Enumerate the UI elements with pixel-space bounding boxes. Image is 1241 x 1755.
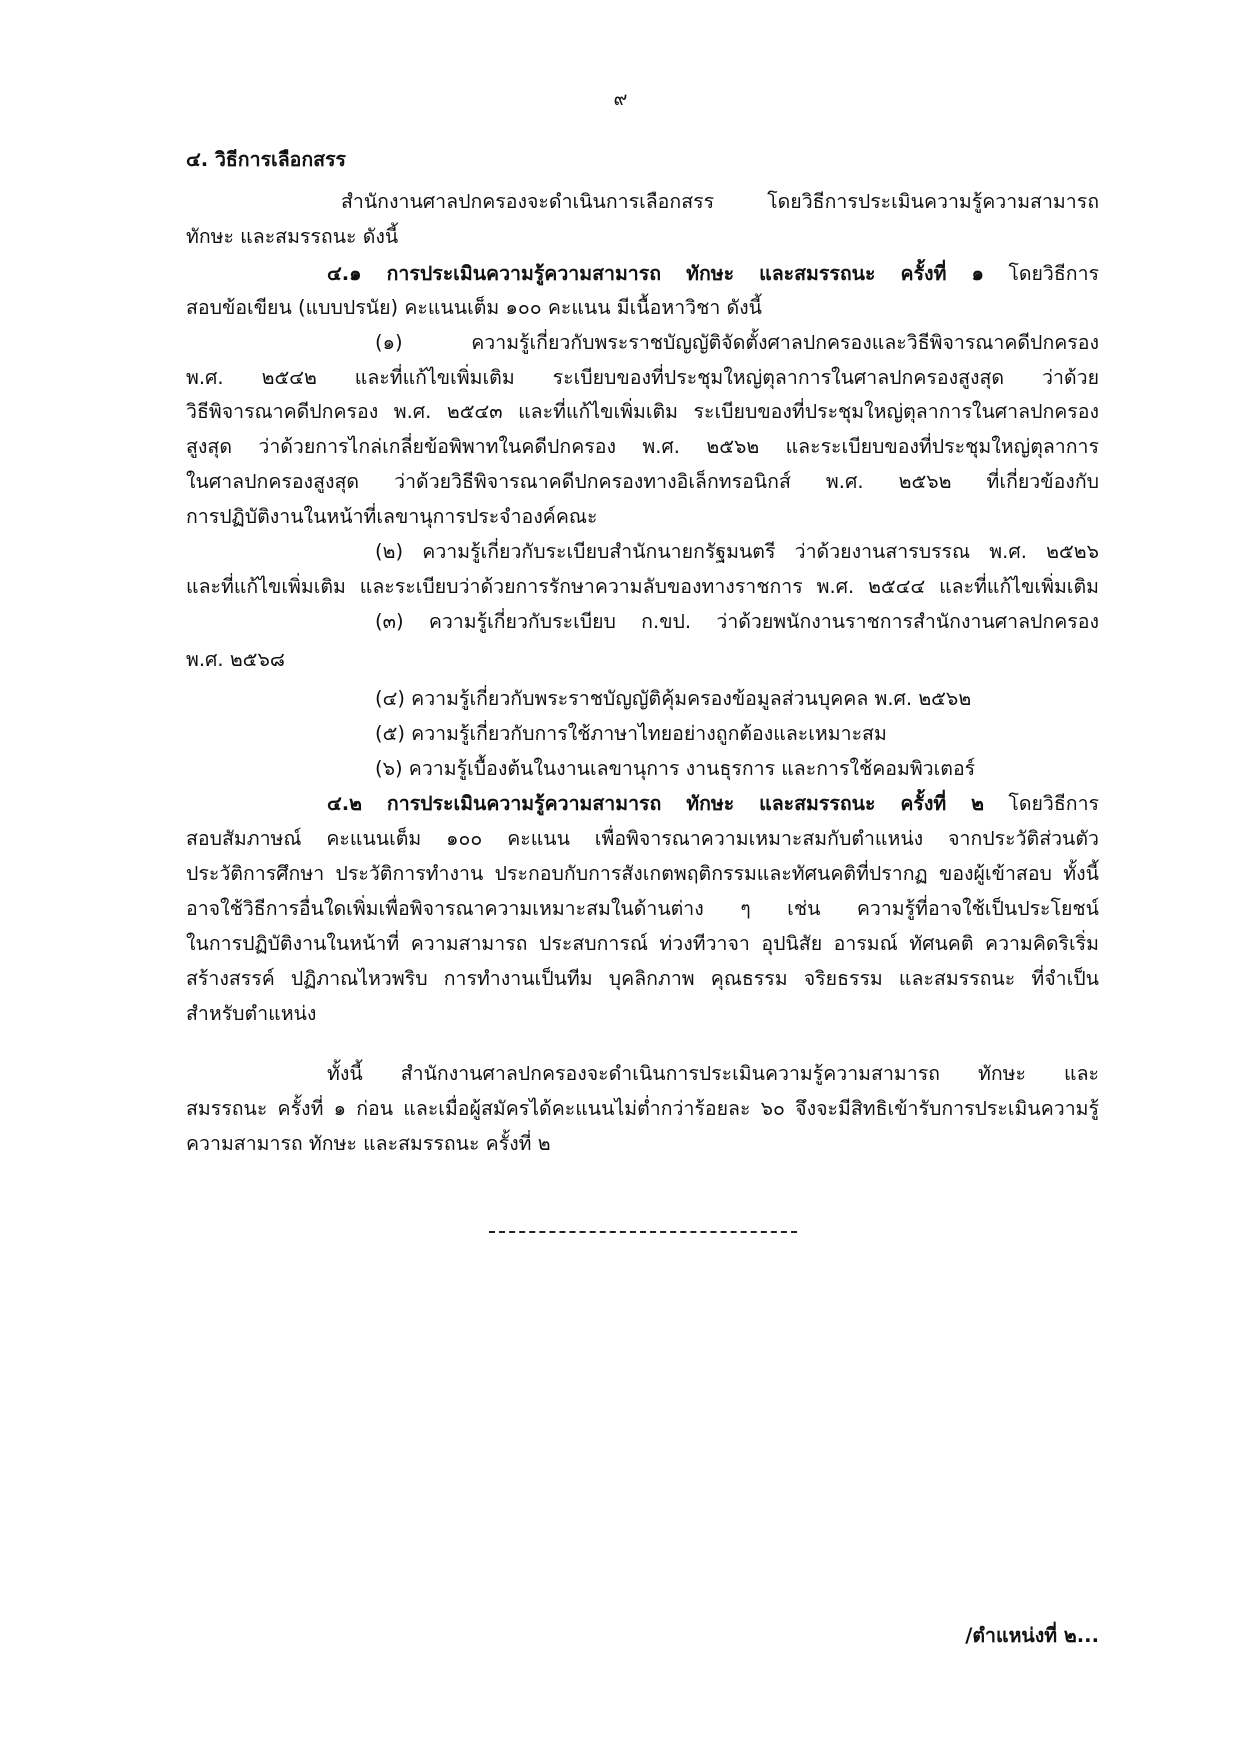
subsection-42-line-6: สร้างสรรค์ ปฏิภาณไหวพริบ การทำงานเป็นทีม บุคลิกภาพ คุณธรรม จริยธรรม และสมรรถนะ ที่จำเป็น <box>186 967 1099 990</box>
subsection-42-line-4: อาจใช้วิธีการอื่นใดเพิ่มเพื่อพิจารณาความเหมาะสมในด้านต่าง ๆ เช่น ความรู้ที่อาจใช้เป็นประโยชน์ <box>186 897 1099 920</box>
intro-line-1: สำนักงานศาลปกครองจะดำเนินการเลือกสรร โดยวิธีการประเมินความรู้ความสามารถ <box>341 190 1099 213</box>
closing-line-1: ทั้งนี้ สำนักงานศาลปกครองจะดำเนินการประเมินความรู้ความสามารถ ทักษะ และ <box>327 1062 1099 1085</box>
page-number: ๙ <box>613 88 628 110</box>
item-5: (๕) ความรู้เกี่ยวกับการใช้ภาษาไทยอย่างถูกต้องและเหมาะสม <box>375 722 887 745</box>
closing-line-3: ความสามารถ ทักษะ และสมรรถนะ ครั้งที่ ๒ <box>186 1132 551 1155</box>
section-heading: ๔. วิธีการเลือกสรร <box>186 148 347 171</box>
subsection-42-line-7: สำหรับตำแหน่ง <box>186 1002 317 1025</box>
item-1-line-2: พ.ศ. ๒๕๔๒ และที่แก้ไขเพิ่มเติม ระเบียบของที่ประชุมใหญ่ตุลาการในศาลปกครองสูงสุด ว่าด้วย <box>186 366 1099 389</box>
item-4: (๔) ความรู้เกี่ยวกับพระราชบัญญัติคุ้มครองข้อมูลส่วนบุคคล พ.ศ. ๒๕๖๒ <box>375 687 972 710</box>
subsection-42-bold: ๔.๒ การประเมินความรู้ความสามารถ ทักษะ และสมรรถนะ ครั้งที่ ๒ <box>327 792 985 815</box>
item-6: (๖) ความรู้เบื้องต้นในงานเลขานุการ งานธุรการ และการใช้คอมพิวเตอร์ <box>375 757 976 780</box>
separator-line <box>489 1231 797 1233</box>
subsection-42-title <box>327 792 1099 816</box>
subsection-41-line-2: สอบข้อเขียน (แบบปรนัย) คะแนนเต็ม ๑๐๐ คะแนน มีเนื้อหาวิชา ดังนี้ <box>186 296 762 319</box>
item-2-line-1: (๒) ความรู้เกี่ยวกับระเบียบสำนักนายกรัฐมนตรี ว่าด้วยงานสารบรรณ พ.ศ. ๒๕๒๖ <box>375 540 1099 563</box>
subsection-42-line-2: สอบสัมภาษณ์ คะแนนเต็ม ๑๐๐ คะแนน เพื่อพิจารณาความเหมาะสมกับตำแหน่ง จากประวัติส่วนตัว <box>186 827 1099 850</box>
item-3-line-2: พ.ศ. ๒๕๖๘ <box>186 648 285 671</box>
item-1-line-1: (๑) ความรู้เกี่ยวกับพระราชบัญญัติจัดตั้งศาลปกครองและวิธีพิจารณาคดีปกครอง <box>375 331 1099 354</box>
item-1-line-3: วิธีพิจารณาคดีปกครอง พ.ศ. ๒๕๔๓ และที่แก้ไขเพิ่มเติม ระเบียบของที่ประชุมใหญ่ตุลาการในศาลปกครอง <box>186 400 1099 423</box>
item-2-line-2: และที่แก้ไขเพิ่มเติม และระเบียบว่าด้วยการรักษาความลับของทางราชการ พ.ศ. ๒๕๔๔ และที่แก้ไขเพิ่มเติม <box>186 575 1099 598</box>
subsection-42-line-3: ประวัติการศึกษา ประวัติการทำงาน ประกอบกับการสังเกตพฤติกรรมและทัศนคติที่ปรากฏ ของผู้เข้าสอบ ทั้งนี้ <box>186 862 1099 885</box>
subsection-41-bold: ๔.๑ การประเมินความรู้ความสามารถ ทักษะ และสมรรถนะ ครั้งที่ ๑ <box>327 262 984 285</box>
item-1-line-4: สูงสุด ว่าด้วยการไกล่เกลี่ยข้อพิพาทในคดีปกครอง พ.ศ. ๒๕๖๒ และระเบียบของที่ประชุมใหญ่ตุลาการ <box>186 435 1099 458</box>
closing-line-2: สมรรถนะ ครั้งที่ ๑ ก่อน และเมื่อผู้สมัครได้คะแนนไม่ต่ำกว่าร้อยละ ๖๐ จึงจะมีสิทธิเข้ารับการประเมินความรู้ <box>186 1097 1099 1120</box>
subsection-42-line-5: ในการปฏิบัติงานในหน้าที่ ความสามารถ ประสบการณ์ ท่วงทีวาจา อุปนิสัย อารมณ์ ทัศนคติ ความคิดริเริ่ม <box>186 932 1099 955</box>
item-1-line-5: ในศาลปกครองสูงสุด ว่าด้วยวิธีพิจารณาคดีปกครองทางอิเล็กทรอนิกส์ พ.ศ. ๒๕๖๒ ที่เกี่ยวข้องกับ <box>186 470 1099 493</box>
footer-reference: /ตำแหน่งที่ ๒... <box>965 1624 1099 1647</box>
item-3-line-1: (๓) ความรู้เกี่ยวกับระเบียบ ก.ขป. ว่าด้วยพนักงานราชการสำนักงานศาลปกครอง <box>375 610 1099 633</box>
subsection-42-rest: โดยวิธีการ <box>984 792 1099 815</box>
intro-line-2: ทักษะ และสมรรถนะ ดังนี้ <box>186 225 399 248</box>
subsection-41-title <box>327 262 1099 286</box>
item-1-line-6: การปฏิบัติงานในหน้าที่เลขานุการประจำองค์คณะ <box>186 505 598 528</box>
subsection-41-rest: โดยวิธีการ <box>983 262 1099 285</box>
